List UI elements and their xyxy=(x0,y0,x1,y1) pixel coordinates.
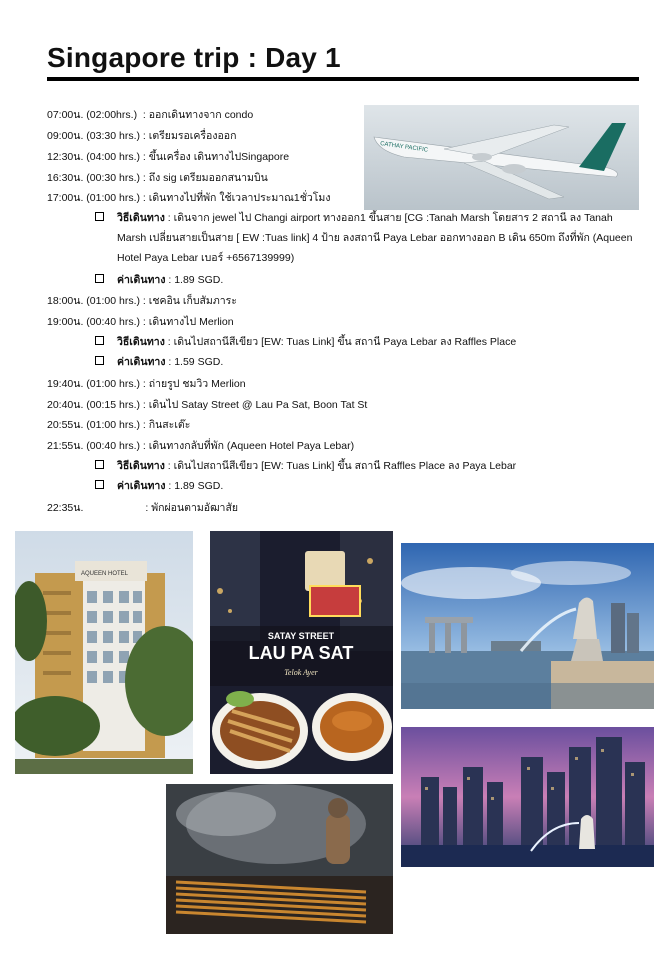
satay-grill-photo xyxy=(166,784,393,934)
checkbox-icon xyxy=(95,460,104,469)
detail-label: วิธีเดินทาง xyxy=(117,460,165,472)
schedule-time: 17:00น. (01:00 hrs.) xyxy=(47,192,140,204)
schedule-time: 16:30น. (00:30 hrs.) xyxy=(47,172,140,184)
satay-title-large: LAU PA SAT xyxy=(248,643,354,663)
detail-text: : 1.59 SGD. xyxy=(168,356,224,368)
checkbox-icon xyxy=(95,274,104,283)
schedule-text: : ขึ้นเครื่อง เดินทางไปSingapore xyxy=(142,151,290,163)
checkbox-icon xyxy=(95,336,104,345)
schedule-text: : พักผ่อนตามอัฒาสัย xyxy=(145,502,239,514)
page-title: Singapore trip : Day 1 xyxy=(47,42,341,73)
schedule-text: : เชคอิน เก็บสัมภาระ xyxy=(142,295,237,307)
detail-text: : เดินไปสถานีสีเขียว [EW: Tuas Link] ขึ้น สถานี Raffles Place ลง Paya Lebar xyxy=(167,460,517,472)
schedule-row xyxy=(47,439,354,453)
checkbox-icon xyxy=(95,212,104,221)
schedule-row xyxy=(47,377,246,391)
schedule-row xyxy=(47,171,268,185)
schedule-row xyxy=(47,191,330,205)
schedule-text: : เดินทางไปที่พัก ใช้เวลาประมาณ1ชั่วโมง xyxy=(142,192,331,204)
satay-subtitle: Telok Ayer xyxy=(284,668,318,677)
detail-label: ค่าเดินทาง xyxy=(117,356,166,368)
merlion-night-photo xyxy=(401,727,654,867)
checkbox-icon xyxy=(95,356,104,365)
hotel-sign: AQUEEN HOTEL xyxy=(81,571,129,577)
schedule-text: : เตรียมรอเครื่องออก xyxy=(142,130,237,142)
schedule-time: 20:40น. (00:15 hrs.) xyxy=(47,399,140,411)
schedule-text: : ถ่ายรูป ชมวิว Merlion xyxy=(142,378,246,390)
detail-label: ค่าเดินทาง xyxy=(117,274,166,286)
schedule-time: 07:00น. (02:00hrs.) xyxy=(47,109,138,121)
schedule-time: 12:30น. (04:00 hrs.) xyxy=(47,151,140,163)
schedule-row xyxy=(47,294,237,308)
merlion-bay-photo xyxy=(401,543,654,709)
detail-text: : เดินไปสถานีสีเขียว [EW: Tuas Link] ขึ้น สถานี Paya Lebar ลง Raffles Place xyxy=(167,336,517,348)
schedule-text: : เดินทางกลับที่พัก (Aqueen Hotel Paya Lebar) xyxy=(142,440,355,452)
schedule-row xyxy=(47,501,238,515)
detail-label: ค่าเดินทาง xyxy=(117,480,166,492)
schedule-row xyxy=(47,418,190,432)
schedule-time: 20:55น. (01:00 hrs.) xyxy=(47,419,140,431)
detail-text: : เดินจาก jewel ไป Changi airport ทางออก1 ขึ้นสาย [CG :Tanah Marsh โดยสาร 2 สถานี ลง Tanah Marsh เปลี่ยนสายเป็นสาย [ EW :Tuas link] 4 ป้าย ลงสถานี Paya Lebar ออกทางออก B เดิน 650m ถึงที่พัก (Aqueen Hotel Paya Lebar เบอร์ +6567139999) xyxy=(117,212,633,264)
schedule-text: : ออกเดินทางจาก condo xyxy=(142,109,254,121)
airplane-photo xyxy=(364,105,639,210)
schedule-text: : เดินทางไป Merlion xyxy=(142,316,234,328)
schedule-row xyxy=(47,129,236,143)
schedule-row xyxy=(47,398,367,412)
schedule-time: 21:55น. (00:40 hrs.) xyxy=(47,440,140,452)
schedule-time: 18:00น. (01:00 hrs.) xyxy=(47,295,140,307)
hotel-photo xyxy=(15,531,193,774)
schedule-time: 22:35น. xyxy=(47,502,84,514)
schedule-time: 09:00น. (03:30 hrs.) xyxy=(47,130,140,142)
schedule-time: 19:40น. (01:00 hrs.) xyxy=(47,378,140,390)
title-underline xyxy=(47,77,639,81)
schedule-row xyxy=(47,150,289,164)
schedule-row xyxy=(47,108,253,122)
detail-label: วิธีเดินทาง xyxy=(117,212,165,224)
satay-street-photo xyxy=(210,531,393,774)
detail-text: : 1.89 SGD. xyxy=(168,274,224,286)
detail-label: วิธีเดินทาง xyxy=(117,336,165,348)
checkbox-icon xyxy=(95,480,104,489)
detail-text: : 1.89 SGD. xyxy=(168,480,224,492)
schedule-row xyxy=(47,315,234,329)
satay-title-small: SATAY STREET xyxy=(267,631,335,641)
schedule-text: : ถึง sig เตรียมออกสนามบิน xyxy=(142,172,268,184)
schedule-time: 19:00น. (00:40 hrs.) xyxy=(47,316,140,328)
airline-logo: CATHAY PACIFIC xyxy=(379,141,429,154)
schedule-text: : เดินไป Satay Street @ Lau Pa Sat, Boon Tat St xyxy=(142,399,368,411)
schedule-text: : กินสะเต๊ะ xyxy=(142,419,191,431)
